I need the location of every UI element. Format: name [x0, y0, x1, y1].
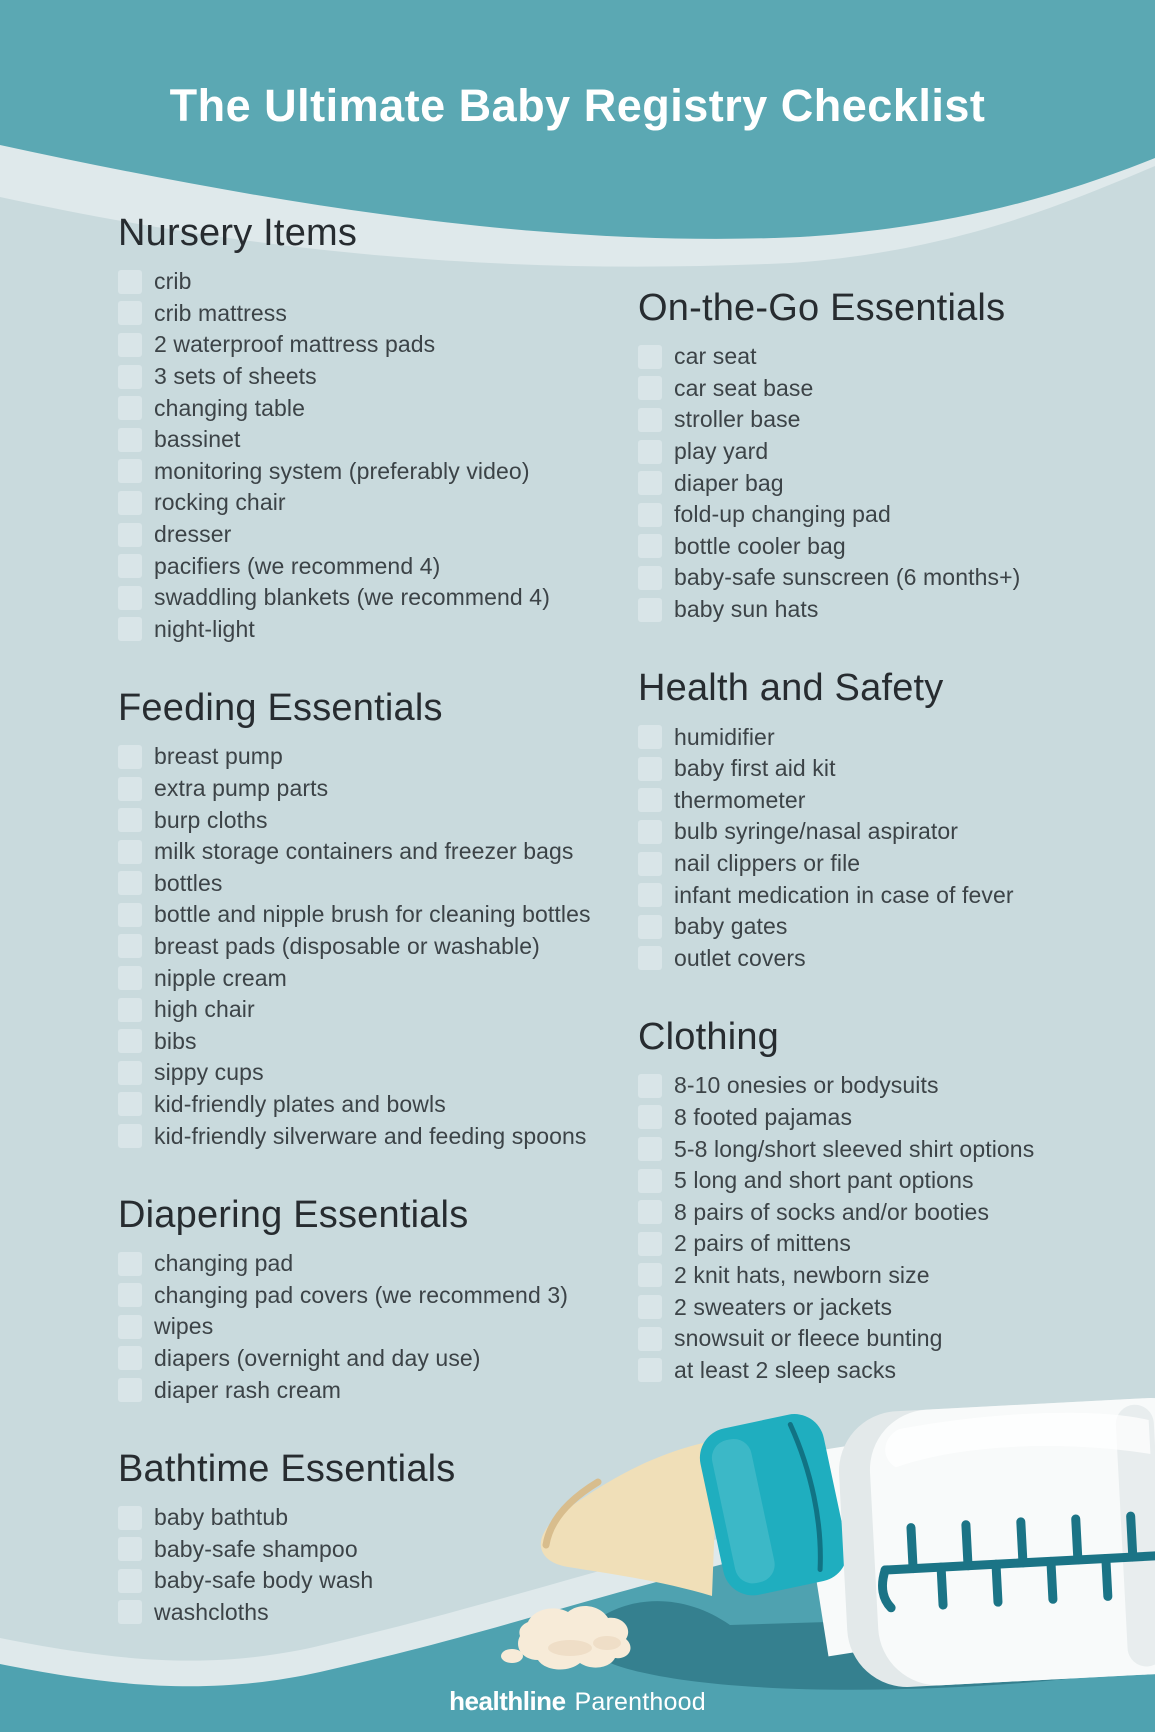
checklist-item-label: baby-safe sunscreen (6 months+) [674, 564, 1021, 591]
checklist-item [118, 994, 638, 1026]
checklist-item-label: baby-safe shampoo [154, 1535, 358, 1562]
checklist-items [638, 721, 1155, 974]
checkbox[interactable] [118, 1600, 142, 1624]
checklist-item-label: rocking chair [154, 489, 286, 516]
checklist-item-label: kid-friendly plates and bowls [154, 1090, 446, 1117]
checklist-item [638, 404, 1155, 436]
checkbox[interactable] [638, 788, 662, 812]
checklist-item [118, 1502, 638, 1534]
checklist-item [118, 361, 638, 393]
section-heading: Health and Safety [638, 667, 944, 710]
checklist-column-left [118, 210, 638, 1628]
checklist-items [118, 1502, 638, 1628]
checkbox[interactable] [638, 1295, 662, 1319]
checklist-item-label: changing pad covers (we recommend 3) [154, 1281, 568, 1308]
checkbox[interactable] [118, 459, 142, 483]
checklist-item [638, 1291, 1155, 1323]
checklist-item-label: bibs [154, 1027, 197, 1054]
checklist-item [118, 1311, 638, 1343]
checklist-item-label: bassinet [154, 426, 241, 453]
checkbox[interactable] [638, 1232, 662, 1256]
checklist-item [118, 614, 638, 646]
checklist-item-label: dresser [154, 521, 232, 548]
checklist-item [118, 329, 638, 361]
checklist-item [638, 467, 1155, 499]
checklist-item [118, 804, 638, 836]
checklist-item-label: at least 2 sleep sacks [674, 1356, 897, 1383]
footer-logo-suffix: Parenthood [574, 1688, 706, 1716]
checklist-column-right [638, 285, 1155, 1386]
checkbox[interactable] [118, 808, 142, 832]
checklist-item [118, 1565, 638, 1597]
section-bathtime-essentials [118, 1446, 638, 1628]
checkbox[interactable] [638, 1358, 662, 1382]
checklist-item-label: baby sun hats [674, 596, 819, 623]
checklist-item-label: high chair [154, 996, 255, 1023]
checkbox[interactable] [638, 566, 662, 590]
checklist-item-label: changing table [154, 394, 306, 421]
checklist-item [638, 562, 1155, 594]
checklist-item [118, 1248, 638, 1280]
checklist-item [118, 1374, 638, 1406]
checklist-item [638, 1323, 1155, 1355]
checklist-items [118, 1248, 638, 1406]
checkbox[interactable] [638, 471, 662, 495]
checklist-item-label: snowsuit or fleece bunting [674, 1325, 943, 1352]
checklist-item-label: outlet covers [674, 944, 806, 971]
checklist-item [118, 424, 638, 456]
checkbox[interactable] [118, 1569, 142, 1593]
checklist-item-label: 8 footed pajamas [674, 1103, 853, 1130]
checkbox[interactable] [638, 408, 662, 432]
checklist-item-label: swaddling blankets (we recommend 4) [154, 584, 550, 611]
checkbox[interactable] [118, 1283, 142, 1307]
section-heading: Diapering Essentials [118, 1193, 469, 1236]
checklist-item-label: burp cloths [154, 806, 268, 833]
checklist-item [638, 1070, 1155, 1102]
checklist-item [638, 341, 1155, 373]
checkbox[interactable] [638, 725, 662, 749]
healthline-logo: healthline [449, 1686, 566, 1716]
checkbox[interactable] [638, 598, 662, 622]
checkbox[interactable] [118, 491, 142, 515]
checklist-item [118, 1533, 638, 1565]
checkbox[interactable] [638, 503, 662, 527]
checkbox[interactable] [638, 1263, 662, 1287]
checklist-item-label: night-light [154, 615, 255, 642]
checkbox[interactable] [118, 998, 142, 1022]
checkbox[interactable] [118, 745, 142, 769]
checkbox[interactable] [638, 376, 662, 400]
checklist-item [638, 753, 1155, 785]
checkbox[interactable] [638, 946, 662, 970]
checkbox[interactable] [118, 301, 142, 325]
checkbox[interactable] [638, 820, 662, 844]
checkbox[interactable] [638, 883, 662, 907]
checklist-item-label: car seat [674, 343, 757, 370]
checkbox[interactable] [118, 1346, 142, 1370]
checkbox[interactable] [638, 1137, 662, 1161]
bottle-body [836, 1395, 1155, 1690]
checklist-item-label: infant medication in case of fever [674, 881, 1014, 908]
section-heading: Bathtime Essentials [118, 1447, 456, 1490]
checklist-item-label: nipple cream [154, 964, 287, 991]
checklist-item [118, 1089, 638, 1121]
checklist-items [638, 341, 1155, 625]
checkbox[interactable] [118, 1124, 142, 1148]
checkbox[interactable] [118, 586, 142, 610]
checklist-item-label: baby first aid kit [674, 755, 836, 782]
checklist-item-label: changing pad [154, 1250, 294, 1277]
checklist-item [638, 594, 1155, 626]
checklist-item-label: 2 knit hats, newborn size [674, 1261, 930, 1288]
checklist-item [638, 816, 1155, 848]
checklist-item-label: extra pump parts [154, 775, 329, 802]
checklist-item [638, 943, 1155, 975]
checklist-item-label: 5 long and short pant options [674, 1167, 974, 1194]
checklist-item [118, 487, 638, 519]
checklist-item-label: 3 sets of sheets [154, 363, 317, 390]
checkbox[interactable] [118, 333, 142, 357]
checkbox[interactable] [118, 617, 142, 641]
section-feeding-essentials [118, 685, 638, 1152]
checklist-item-label: monitoring system (preferably video) [154, 457, 530, 484]
checklist-item [638, 1260, 1155, 1292]
section-clothing [638, 1014, 1155, 1386]
checkbox[interactable] [118, 1029, 142, 1053]
section-health-and-safety [638, 665, 1155, 974]
checklist-item-label: car seat base [674, 374, 814, 401]
checklist-item-label: kid-friendly silverware and feeding spoons [154, 1122, 587, 1149]
checklist-item-label: 2 pairs of mittens [674, 1230, 851, 1257]
checklist-item-label: fold-up changing pad [674, 501, 891, 528]
checklist-item [118, 266, 638, 298]
checklist-item [118, 1120, 638, 1152]
checklist-items [118, 741, 638, 1152]
section-heading: On-the-Go Essentials [638, 287, 1006, 329]
checklist-item [638, 879, 1155, 911]
checklist-item [118, 836, 638, 868]
checklist-item [638, 1165, 1155, 1197]
checkbox[interactable] [118, 1506, 142, 1530]
checklist-item [118, 931, 638, 963]
checkbox[interactable] [638, 757, 662, 781]
checklist-item-label: bulb syringe/nasal aspirator [674, 818, 959, 845]
checkbox[interactable] [118, 1315, 142, 1339]
checklist-item-label: baby bathtub [154, 1504, 289, 1531]
checklist-item [118, 741, 638, 773]
checklist-item-label: 2 sweaters or jackets [674, 1293, 893, 1320]
checklist-item-label: bottle and nipple brush for cleaning bottles [154, 901, 591, 928]
checkbox[interactable] [118, 777, 142, 801]
checkbox[interactable] [118, 428, 142, 452]
checkbox[interactable] [118, 1092, 142, 1116]
checkbox[interactable] [118, 1061, 142, 1085]
page-title: The Ultimate Baby Registry Checklist [169, 80, 986, 132]
checklist-item [638, 373, 1155, 405]
checklist-item [118, 1343, 638, 1375]
checklist-item-label: bottles [154, 869, 223, 896]
checkbox[interactable] [118, 523, 142, 547]
checkbox[interactable] [638, 852, 662, 876]
checklist-item-label: nail clippers or file [674, 850, 861, 877]
checklist-item [118, 1057, 638, 1089]
checklist-item-label: baby-safe body wash [154, 1567, 374, 1594]
checklist-item [638, 1133, 1155, 1165]
footer-logo [0, 1686, 1155, 1717]
section-heading: Nursery Items [118, 212, 358, 254]
checklist-item-label: breast pads (disposable or washable) [154, 932, 540, 959]
checkbox[interactable] [638, 1169, 662, 1193]
checklist-item-label: diaper bag [674, 469, 784, 496]
checklist-item [638, 436, 1155, 468]
checkbox[interactable] [638, 1105, 662, 1129]
checklist-item [638, 911, 1155, 943]
checklist-item-label: humidifier [674, 723, 775, 750]
checkbox[interactable] [638, 534, 662, 558]
checklist-item-label: sippy cups [154, 1059, 264, 1086]
checklist-item [118, 392, 638, 424]
checklist-item-label: thermometer [674, 786, 806, 813]
checkbox[interactable] [118, 871, 142, 895]
checklist-item [638, 1102, 1155, 1134]
checklist-item [118, 550, 638, 582]
checklist-item-label: wipes [154, 1313, 214, 1340]
checkbox[interactable] [118, 554, 142, 578]
checklist-item [118, 868, 638, 900]
section-on-the-go-essentials [638, 285, 1155, 625]
checklist-item [638, 848, 1155, 880]
checkbox[interactable] [638, 1200, 662, 1224]
checkbox[interactable] [638, 1074, 662, 1098]
checkbox[interactable] [118, 396, 142, 420]
checklist-item-label: washcloths [154, 1598, 269, 1625]
checklist-item [118, 1025, 638, 1057]
checklist-item-label: crib [154, 268, 192, 295]
checklist-item-label: 5-8 long/short sleeved shirt options [674, 1135, 1035, 1162]
checklist-items [118, 266, 638, 645]
section-nursery-items [118, 210, 638, 645]
checkbox[interactable] [118, 903, 142, 927]
checkbox[interactable] [118, 1252, 142, 1276]
checkbox[interactable] [118, 934, 142, 958]
checklist-items [638, 1070, 1155, 1386]
checklist-item-label: diapers (overnight and day use) [154, 1344, 481, 1371]
checkbox[interactable] [638, 440, 662, 464]
checkbox[interactable] [118, 365, 142, 389]
checklist-item [638, 499, 1155, 531]
checklist-item-label: baby gates [674, 913, 788, 940]
section-heading: Feeding Essentials [118, 687, 443, 730]
checklist-item [638, 1228, 1155, 1260]
checklist-item-label: milk storage containers and freezer bags [154, 838, 574, 865]
checklist-item [638, 721, 1155, 753]
checklist-item [118, 519, 638, 551]
checklist-item-label: 2 waterproof mattress pads [154, 331, 436, 358]
checklist-item [118, 773, 638, 805]
checklist-item [118, 1597, 638, 1629]
section-heading: Clothing [638, 1016, 780, 1059]
checklist-item-label: crib mattress [154, 299, 287, 326]
checklist-item-label: play yard [674, 438, 769, 465]
checkbox[interactable] [638, 1327, 662, 1351]
checklist-item-label: stroller base [674, 406, 801, 433]
checklist-item-label: 8 pairs of socks and/or booties [674, 1198, 990, 1225]
checklist-item-label: breast pump [154, 743, 283, 770]
checklist-item [638, 785, 1155, 817]
checklist-item [118, 899, 638, 931]
checkbox[interactable] [118, 1378, 142, 1402]
checkbox[interactable] [638, 345, 662, 369]
checklist-item-label: bottle cooler bag [674, 532, 846, 559]
checklist-item [638, 1354, 1155, 1386]
checkbox[interactable] [118, 1537, 142, 1561]
checklist-item [638, 531, 1155, 563]
checklist-item [118, 582, 638, 614]
section-diapering-essentials [118, 1192, 638, 1406]
checkbox[interactable] [638, 915, 662, 939]
checkbox[interactable] [118, 966, 142, 990]
checklist-item [118, 298, 638, 330]
checklist-item [118, 962, 638, 994]
checklist-item [638, 1196, 1155, 1228]
checkbox[interactable] [118, 840, 142, 864]
checkbox[interactable] [118, 270, 142, 294]
checklist-item [118, 1279, 638, 1311]
checklist-item-label: 8-10 onesies or bodysuits [674, 1072, 939, 1099]
checklist-item-label: pacifiers (we recommend 4) [154, 552, 441, 579]
checklist-item [118, 456, 638, 488]
checklist-item-label: diaper rash cream [154, 1376, 342, 1403]
